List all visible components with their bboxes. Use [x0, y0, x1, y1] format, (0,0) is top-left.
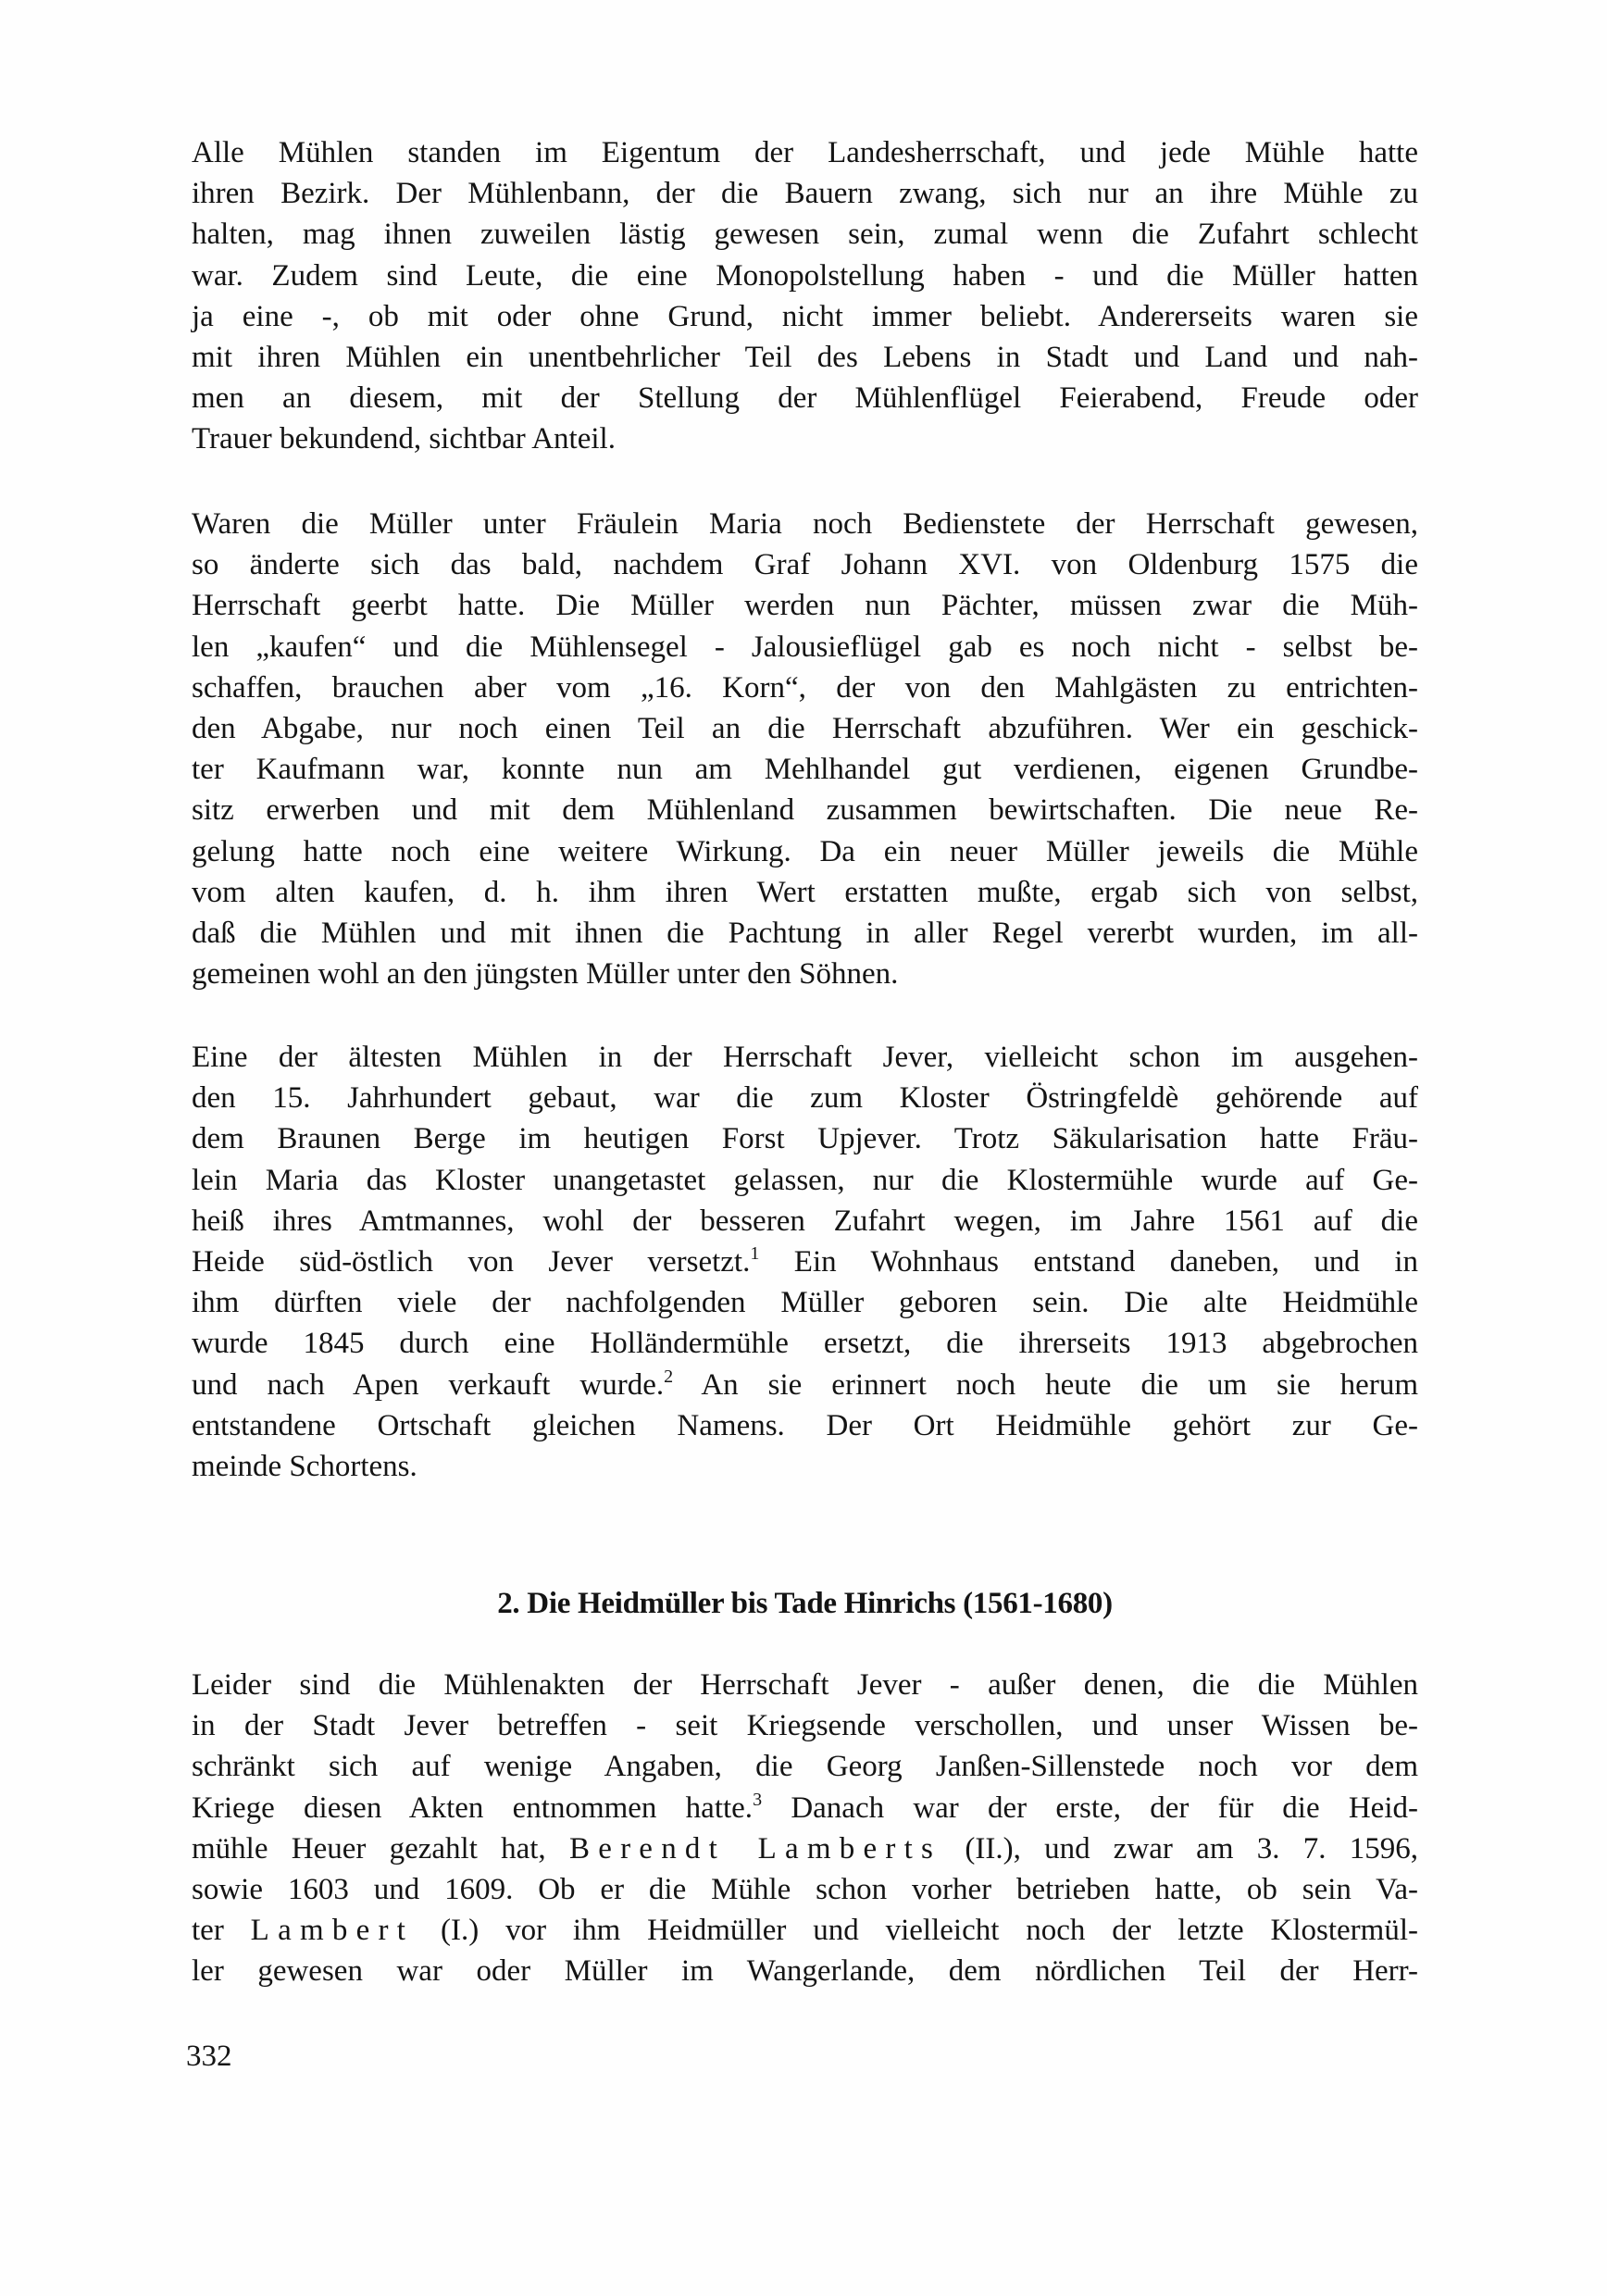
- footnote-ref-2[interactable]: 2: [664, 1366, 674, 1387]
- text-line: ter Kaufmann war, konnte nun am Mehlhandel gut verdienen, eigenen Grundbe-: [192, 753, 1418, 787]
- text-line: ihm dürften viele der nachfolgenden Müller geboren sein. Die alte Heidmühle: [192, 1286, 1418, 1320]
- paragraph-1: [192, 132, 1418, 460]
- text-segment: (I.) vor ihm Heidmüller und vielleicht noch der letzte Klostermül-: [441, 1914, 1419, 1948]
- text-line: entstandene Ortschaft gleichen Namens. Der Ort Heidmühle gehört zur Ge-: [192, 1408, 1418, 1442]
- text-segment: An sie erinnert noch heute die um sie herum: [701, 1367, 1418, 1402]
- text-line: [192, 1242, 1418, 1282]
- text-line: Waren die Müller unter Fräulein Maria noch Bedienstete der Herrschaft gewesen,: [192, 507, 1418, 541]
- page-number: 332: [186, 2040, 232, 2073]
- text-line: Herrschaft geerbt hatte. Die Müller werden nun Pächter, müssen zwar die Müh-: [192, 589, 1418, 623]
- text-segment: mühle Heuer gezahlt hat,: [192, 1831, 546, 1866]
- text-line: [192, 1910, 1418, 1951]
- text-line: Eine der ältesten Mühlen in der Herrschaft Jever, vielleicht schon im ausgehen-: [192, 1041, 1418, 1074]
- text-line: len „kaufen“ und die Mühlensegel - Jalousieflügel gab es noch nicht - selbst be-: [192, 630, 1418, 664]
- text-line: meinde Schortens.: [192, 1449, 417, 1483]
- text-line: den 15. Jahrhundert gebaut, war die zum Kloster Östringfeldè gehörende auf: [192, 1081, 1418, 1116]
- person-name: Berendt Lamberts: [568, 1831, 942, 1866]
- text-line: [192, 1828, 1418, 1869]
- text-segment: und nach Apen verkauft wurde.: [192, 1367, 665, 1402]
- text-line: dem Braunen Berge im heutigen Forst Upjever. Trotz Säkularisation hatte Fräu-: [192, 1122, 1418, 1156]
- text-line: in der Stadt Jever betreffen - seit Kriegsende verschollen, und unser Wissen be-: [192, 1709, 1418, 1743]
- text-line: halten, mag ihnen zuweilen lästig gewesen sein, zumal wenn die Zufahrt schlecht: [192, 218, 1418, 252]
- text-line: heiß ihres Amtmannes, wohl der besseren Zufahrt wegen, im Jahre 1561 auf die: [192, 1204, 1418, 1238]
- paragraph-3: [192, 1037, 1418, 1487]
- text-segment: Ein Wohnhaus entstand daneben, und in: [793, 1244, 1419, 1279]
- text-line: Trauer bekundend, sichtbar Anteil.: [192, 422, 616, 456]
- text-segment: Heide süd-östlich von Jever versetzt.: [192, 1244, 751, 1279]
- text-line: war. Zudem sind Leute, die eine Monopolstellung haben - und die Müller hatten: [192, 258, 1418, 293]
- text-line: schaffen, brauchen aber vom „16. Korn“, der von den Mahlgästen zu entrichten-: [192, 670, 1418, 705]
- text-line: Leider sind die Mühlenakten der Herrschaft Jever - außer denen, die die Mühlen: [192, 1668, 1418, 1702]
- footnote-ref-3[interactable]: 3: [753, 1789, 763, 1810]
- footnote-ref-1[interactable]: 1: [750, 1242, 760, 1264]
- text-line: Alle Mühlen standen im Eigentum der Landesherrschaft, und jede Mühle hatte: [192, 136, 1418, 169]
- text-segment: Danach war der erste, der für die Heid-: [791, 1791, 1418, 1825]
- paragraph-2: [192, 504, 1418, 994]
- text-line: gelung hatte noch eine weitere Wirkung. Da ein neuer Müller jeweils die Mühle: [192, 834, 1418, 868]
- text-line: ja eine -, ob mit oder ohne Grund, nicht immer beliebt. Andererseits waren sie: [192, 299, 1418, 333]
- text-line: gemeinen wohl an den jüngsten Müller unter den Söhnen.: [192, 957, 899, 992]
- section-heading: 2. Die Heidmüller bis Tade Hinrichs (1561-1680): [497, 1587, 1113, 1620]
- text-line: vom alten kaufen, d. h. ihm ihren Wert erstatten mußte, ergab sich von selbst,: [192, 875, 1418, 909]
- text-segment: (II.), und zwar am 3. 7. 1596,: [965, 1831, 1418, 1866]
- text-line: sowie 1603 und 1609. Ob er die Mühle schon vorher betrieben hatte, ob sein Va-: [192, 1872, 1418, 1906]
- text-line: ihren Bezirk. Der Mühlenbann, der die Bauern zwang, sich nur an ihre Mühle zu: [192, 177, 1418, 211]
- text-line: schränkt sich auf wenige Angaben, die Georg Janßen-Sillenstede noch vor dem: [192, 1750, 1418, 1784]
- text-line: sitz erwerben und mit dem Mühlenland zusammen bewirtschaften. Die neue Re-: [192, 793, 1418, 828]
- text-line: mit ihren Mühlen ein unentbehrlicher Teil des Lebens in Stadt und Land und nah-: [192, 340, 1418, 374]
- text-segment: Kriege diesen Akten entnommen hatte.: [192, 1791, 754, 1825]
- text-line: ler gewesen war oder Müller im Wangerlande, dem nördlichen Teil der Herr-: [192, 1954, 1418, 1989]
- text-line: daß die Mühlen und mit ihnen die Pachtung in aller Regel vererbt wurden, im all-: [192, 916, 1418, 950]
- text-line: den Abgabe, nur noch einen Teil an die Herrschaft abzuführen. Wer ein geschick-: [192, 711, 1418, 745]
- text-line: [192, 1788, 1418, 1828]
- text-line: wurde 1845 durch eine Holländermühle ersetzt, die ihrerseits 1913 abgebrochen: [192, 1327, 1418, 1361]
- person-name: Lambert: [250, 1914, 415, 1948]
- text-line: [192, 1365, 1418, 1405]
- text-line: men an diesem, mit der Stellung der Mühlenflügel Feierabend, Freude oder: [192, 381, 1418, 416]
- text-line: lein Maria das Kloster unangetastet gelassen, nur die Klostermühle wurde auf Ge-: [192, 1163, 1418, 1197]
- paragraph-4: [192, 1665, 1418, 1992]
- text-segment: ter: [192, 1914, 224, 1948]
- text-line: so änderte sich das bald, nachdem Graf Johann XVI. von Oldenburg 1575 die: [192, 548, 1418, 582]
